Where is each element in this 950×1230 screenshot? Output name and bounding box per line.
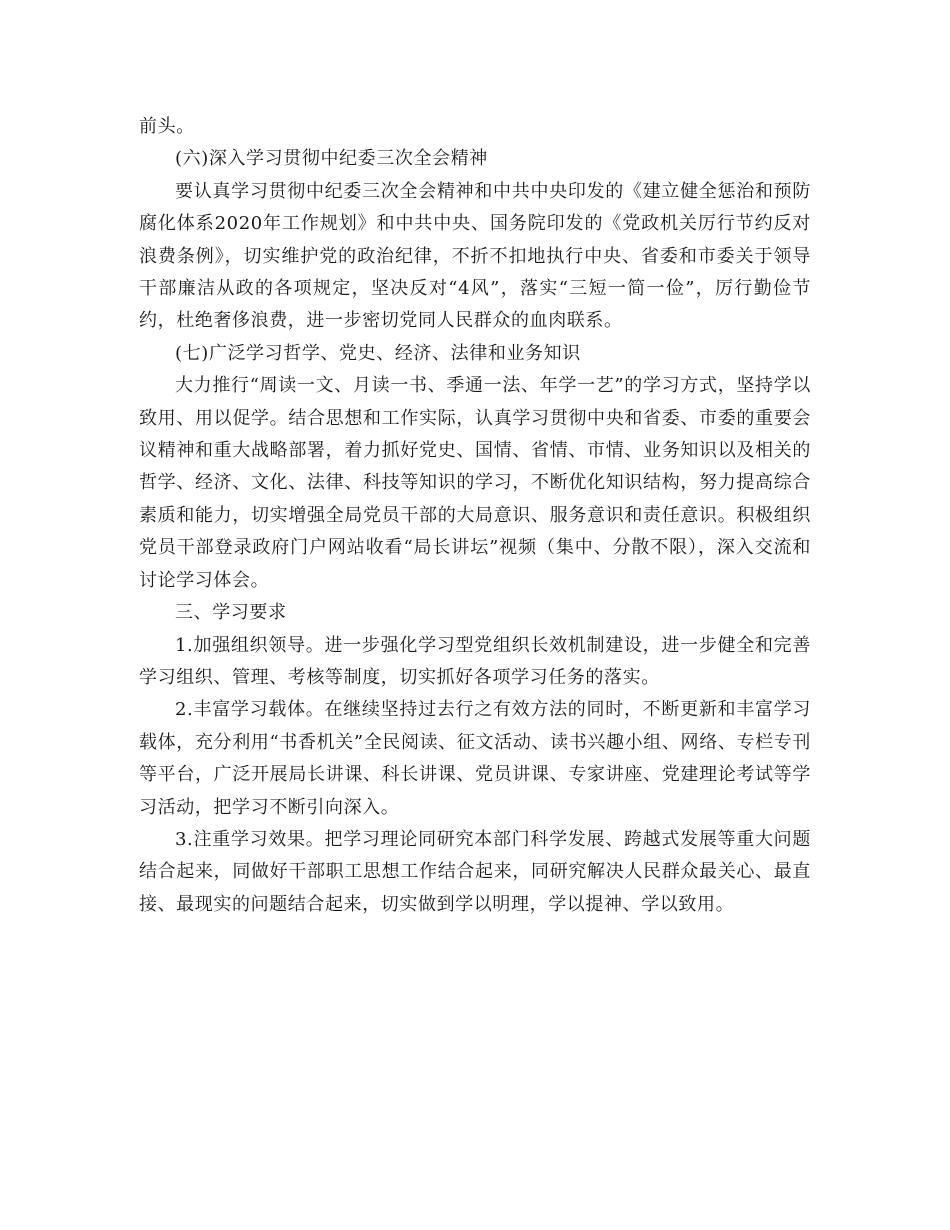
requirement-item-3: 3.注重学习效果。把学习理论同研究本部门科学发展、跨越式发展等重大问题结合起来，同做好干部职工思想工作结合起来，同研究解决人民群众最关心、最直接、最现实的问题结合起来，切实做到学以明理，学以提神、学以致用。 bbox=[139, 828, 811, 915]
requirement-item-2: 2.丰富学习载体。在继续坚持过去行之有效方法的同时，不断更新和丰富学习载体，充分利用“书香机关”全民阅读、征文活动、读书兴趣小组、网络、专栏专刊等平台，广泛开展局长讲课、科长讲课、党员讲课、专家讲座、党建理论考试等学习活动，把学习不断引向深入。 bbox=[139, 699, 811, 818]
section-heading-6: (六)深入学习贯彻中纪委三次全会精神 bbox=[175, 148, 488, 170]
paragraph-section-6: 要认真学习贯彻中纪委三次全会精神和中共中央印发的《建立健全惩治和预防腐化体系2020年工作规划》和中共中央、国务院印发的《党政机关厉行节约反对浪费条例》，切实维护党的政治纪律，不折不扣地执行中央、省委和市委关于领导干部廉洁从政的各项规定，坚决反对“4风”，落实“三短一简一俭”，厉行勤俭节约，杜绝奢侈浪费，进一步密切党同人民群众的血肉联系。 bbox=[139, 180, 811, 332]
paragraph-continuation: 前头。 bbox=[139, 116, 195, 137]
section-heading-requirements: 三、学习要求 bbox=[175, 602, 287, 624]
paragraph-section-7: 大力推行“周读一文、月读一书、季通一法、年学一艺”的学习方式，坚持学以致用、用以促学。结合思想和工作实际，认真学习贯彻中央和省委、市委的重要会议精神和重大战略部署，着力抓好党史、国情、省情、市情、业务知识以及相关的哲学、经济、文化、法律、科技等知识的学习，不断优化知识结构，努力提高综合素质和能力，切实增强全局党员干部的大局意识、服务意识和责任意识。积极组织党员干部登录政府门户网站收看“局长讲坛”视频（集中、分散不限），深入交流和讨论学习体会。 bbox=[139, 375, 811, 591]
section-heading-7: (七)广泛学习哲学、党史、经济、法律和业务知识 bbox=[175, 342, 581, 364]
requirement-item-1: 1.加强组织领导。进一步强化学习型党组织长效机制建设，进一步健全和完善学习组织、管理、考核等制度，切实抓好各项学习任务的落实。 bbox=[139, 634, 811, 688]
document-body bbox=[139, 111, 811, 921]
